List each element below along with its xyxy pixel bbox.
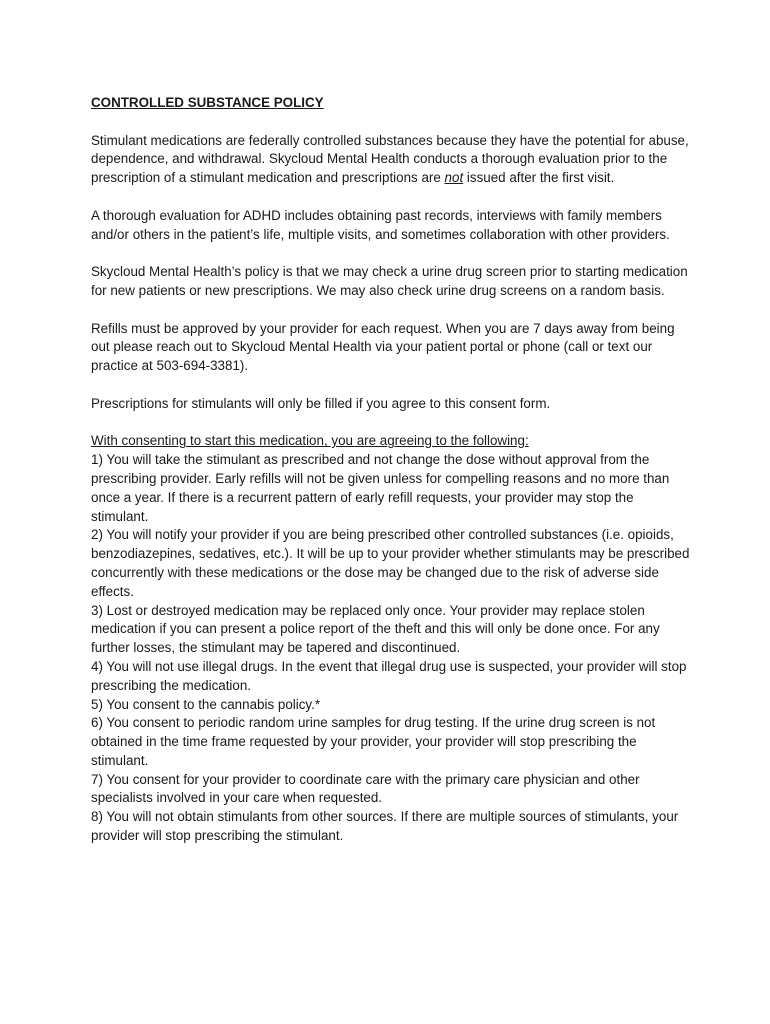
agreement-item-1: 1) You will take the stimulant as prescribed and not change the dose without approval from the prescribing provider. Early refills will not be given unless for compelling reasons and no more than once a year. If there is a recurrent pattern of early refill requests, your provider may stop the stimulant. (91, 452, 670, 524)
refills-paragraph: Refills must be approved by your provider for each request. When you are 7 days away from being out please reach out to Skycloud Mental Health via your patient portal or phone (call or text our practice at 503-694-3381). (91, 320, 675, 374)
agreement-item-5: 5) You consent to the cannabis policy.* (91, 696, 321, 712)
agreement-item-4: 4) You will not use illegal drugs. In the event that illegal drug use is suspected, your provider will stop prescribing the medication. (91, 658, 687, 693)
agreement-item-2: 2) You will notify your provider if you are being prescribed other controlled substances (i.e. opioids, benzodiazepines, sedatives, etc.). It will be up to your provider whether stimulants may be prescribed concurrently with these medications or the dose may be changed due to the risk of adverse side effects. (91, 527, 690, 599)
document-body (91, 94, 691, 846)
agreement-item-6: 6) You consent to periodic random urine samples for drug testing. If the urine drug screen is not obtained in the time frame requested by your provider, your provider will stop prescribing the stimulant. (91, 715, 656, 768)
evaluation-paragraph: A thorough evaluation for ADHD includes obtaining past records, interviews with family members and/or others in the patient’s life, multiple visits, and sometimes collaboration with other providers. (91, 207, 670, 242)
document-title: CONTROLLED SUBSTANCE POLICY (91, 95, 324, 110)
consent-paragraph: Prescriptions for stimulants will only be filled if you agree to this consent form. (91, 395, 551, 411)
agreement-item-8: 8) You will not obtain stimulants from other sources. If there are multiple sources of stimulants, your provider will stop prescribing the stimulant. (91, 809, 679, 844)
drug-screen-paragraph: Skycloud Mental Health’s policy is that we may check a urine drug screen prior to starting medication for new patients or new prescriptions. We may also check urine drug screens on a random basis. (91, 264, 688, 298)
intro-paragraph (91, 132, 691, 188)
agreement-item-3: 3) Lost or destroyed medication may be replaced only once. Your provider may replace stolen medication if you can present a police report of the theft and this will only be done once. For any further losses, the stimulant may be tapered and discontinued. (91, 602, 660, 656)
agreement-item-7: 7) You consent for your provider to coordinate care with the primary care physician and other specialists involved in your care when requested. (91, 771, 640, 806)
intro-emphasis: not (444, 170, 464, 186)
intro-text-end: issued after the first visit. (463, 170, 615, 186)
agreement-heading: With consenting to start this medication, you are agreeing to the following: (91, 433, 529, 449)
intro-text-start: Stimulant medications are federally controlled substances because they have the potential for abuse, dependence, and withdrawal. Skycloud Mental Health conducts a thorough evaluation prior to the prescription of a stimulant medication and prescriptions are (91, 132, 689, 186)
